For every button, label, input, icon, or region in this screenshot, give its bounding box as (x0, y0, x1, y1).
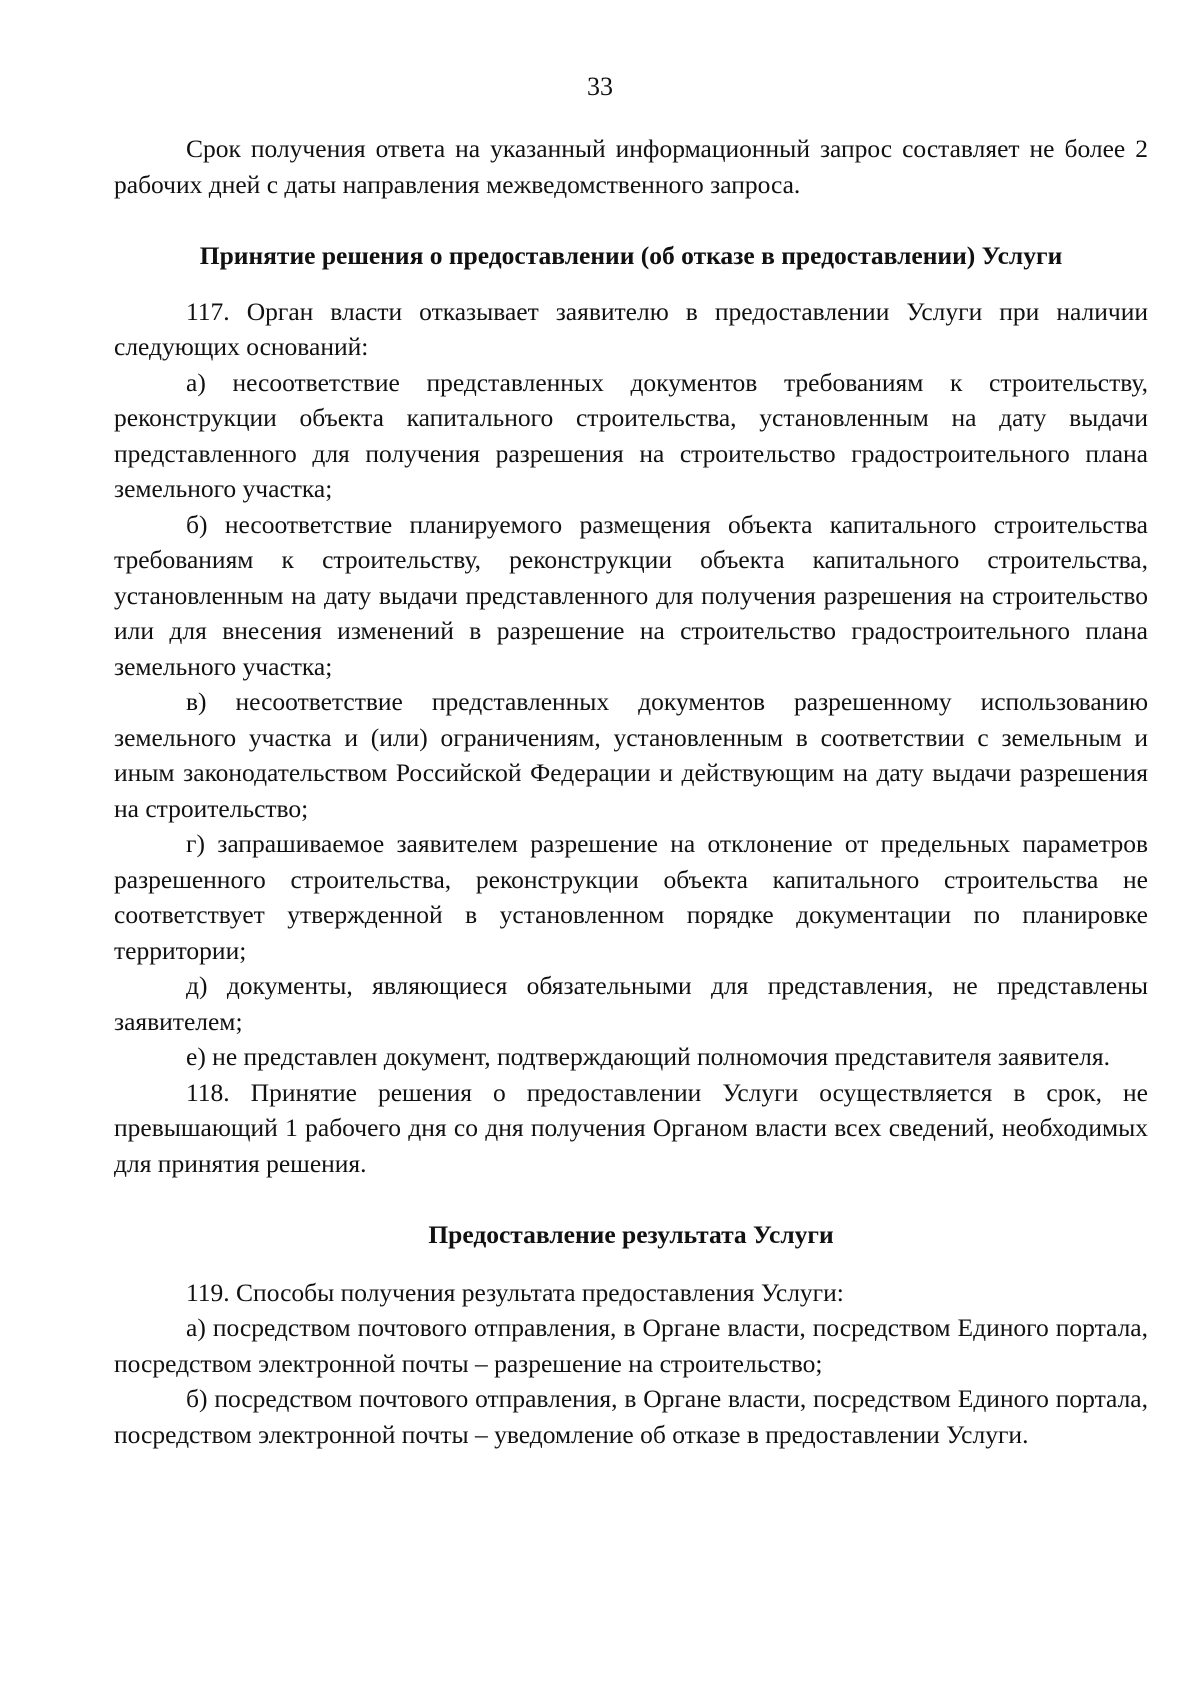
paragraph-117-g: г) запрашиваемое заявителем разрешение на отклонение от предельных параметров разрешенного строительства, реконструкции объекта капитального строительства не соответствует утвержденной в установленном порядке документации по планировке территории; (114, 829, 1148, 965)
paragraph-117-d: д) документы, являющиеся обязательными для представления, не представлены заявителем; (114, 971, 1148, 1036)
section-heading-block (114, 238, 1148, 274)
section-heading-decision: Принятие решения о предоставлении (об отказе в предоставлении) Услуги (199, 241, 1063, 270)
page-number: 33 (587, 72, 613, 101)
paragraph-118: 118. Принятие решения о предоставлении Услуги осуществляется в срок, не превышающий 1 рабочего дня со дня получения Органом власти всех сведений, необходимых для принятия решения. (114, 1077, 1148, 1178)
section-heading-block (114, 1217, 1148, 1253)
paragraph-119: 119. Способы получения результата предоставления Услуги: (186, 1277, 844, 1307)
intro-paragraph: Срок получения ответа на указанный информационный запрос составляет не более 2 рабочих дней с даты направления межведомственного запроса. (114, 134, 1148, 199)
document-body (114, 131, 1148, 1452)
paragraph-117-b: б) несоответствие планируемого размещения объекта капитального строительства требованиям к строительству, реконструкции объекта капитального строительства, установленным на дату выдачи представленного для получения разрешения на строительство или для внесения изменений в разрешение на строительство градостроительного плана земельного участка; (114, 509, 1148, 681)
paragraph-119-b: б) посредством почтового отправления, в Органе власти, посредством Единого портала, посредством электронной почты – уведомление об отказе в предоставлении Услуги. (114, 1384, 1148, 1449)
paragraph-117-e: е) не представлен документ, подтверждающий полномочия представителя заявителя. (186, 1042, 1111, 1071)
paragraph-119-a: а) посредством почтового отправления, в Органе власти, посредством Единого портала, посредством электронной почты – разрешение на строительство; (114, 1313, 1148, 1378)
section-heading-result: Предоставление результата Услуги (428, 1220, 834, 1249)
paragraph-117-a: а) несоответствие представленных документов требованиям к строительству, реконструкции объекта капитального строительства, установленным на дату выдачи представленного для получения разрешения на строительство градостроительного плана земельного участка; (114, 367, 1148, 503)
paragraph-117: 117. Орган власти отказывает заявителю в предоставлении Услуги при наличии следующих оснований: (114, 296, 1148, 361)
paragraph-117-v: в) несоответствие представленных документов разрешенному использованию земельного участка и (или) ограничениям, установленным в соответствии с земельным и иным законодательством Российской Федерации и действующим на дату выдачи разрешения на строительство; (114, 687, 1148, 823)
